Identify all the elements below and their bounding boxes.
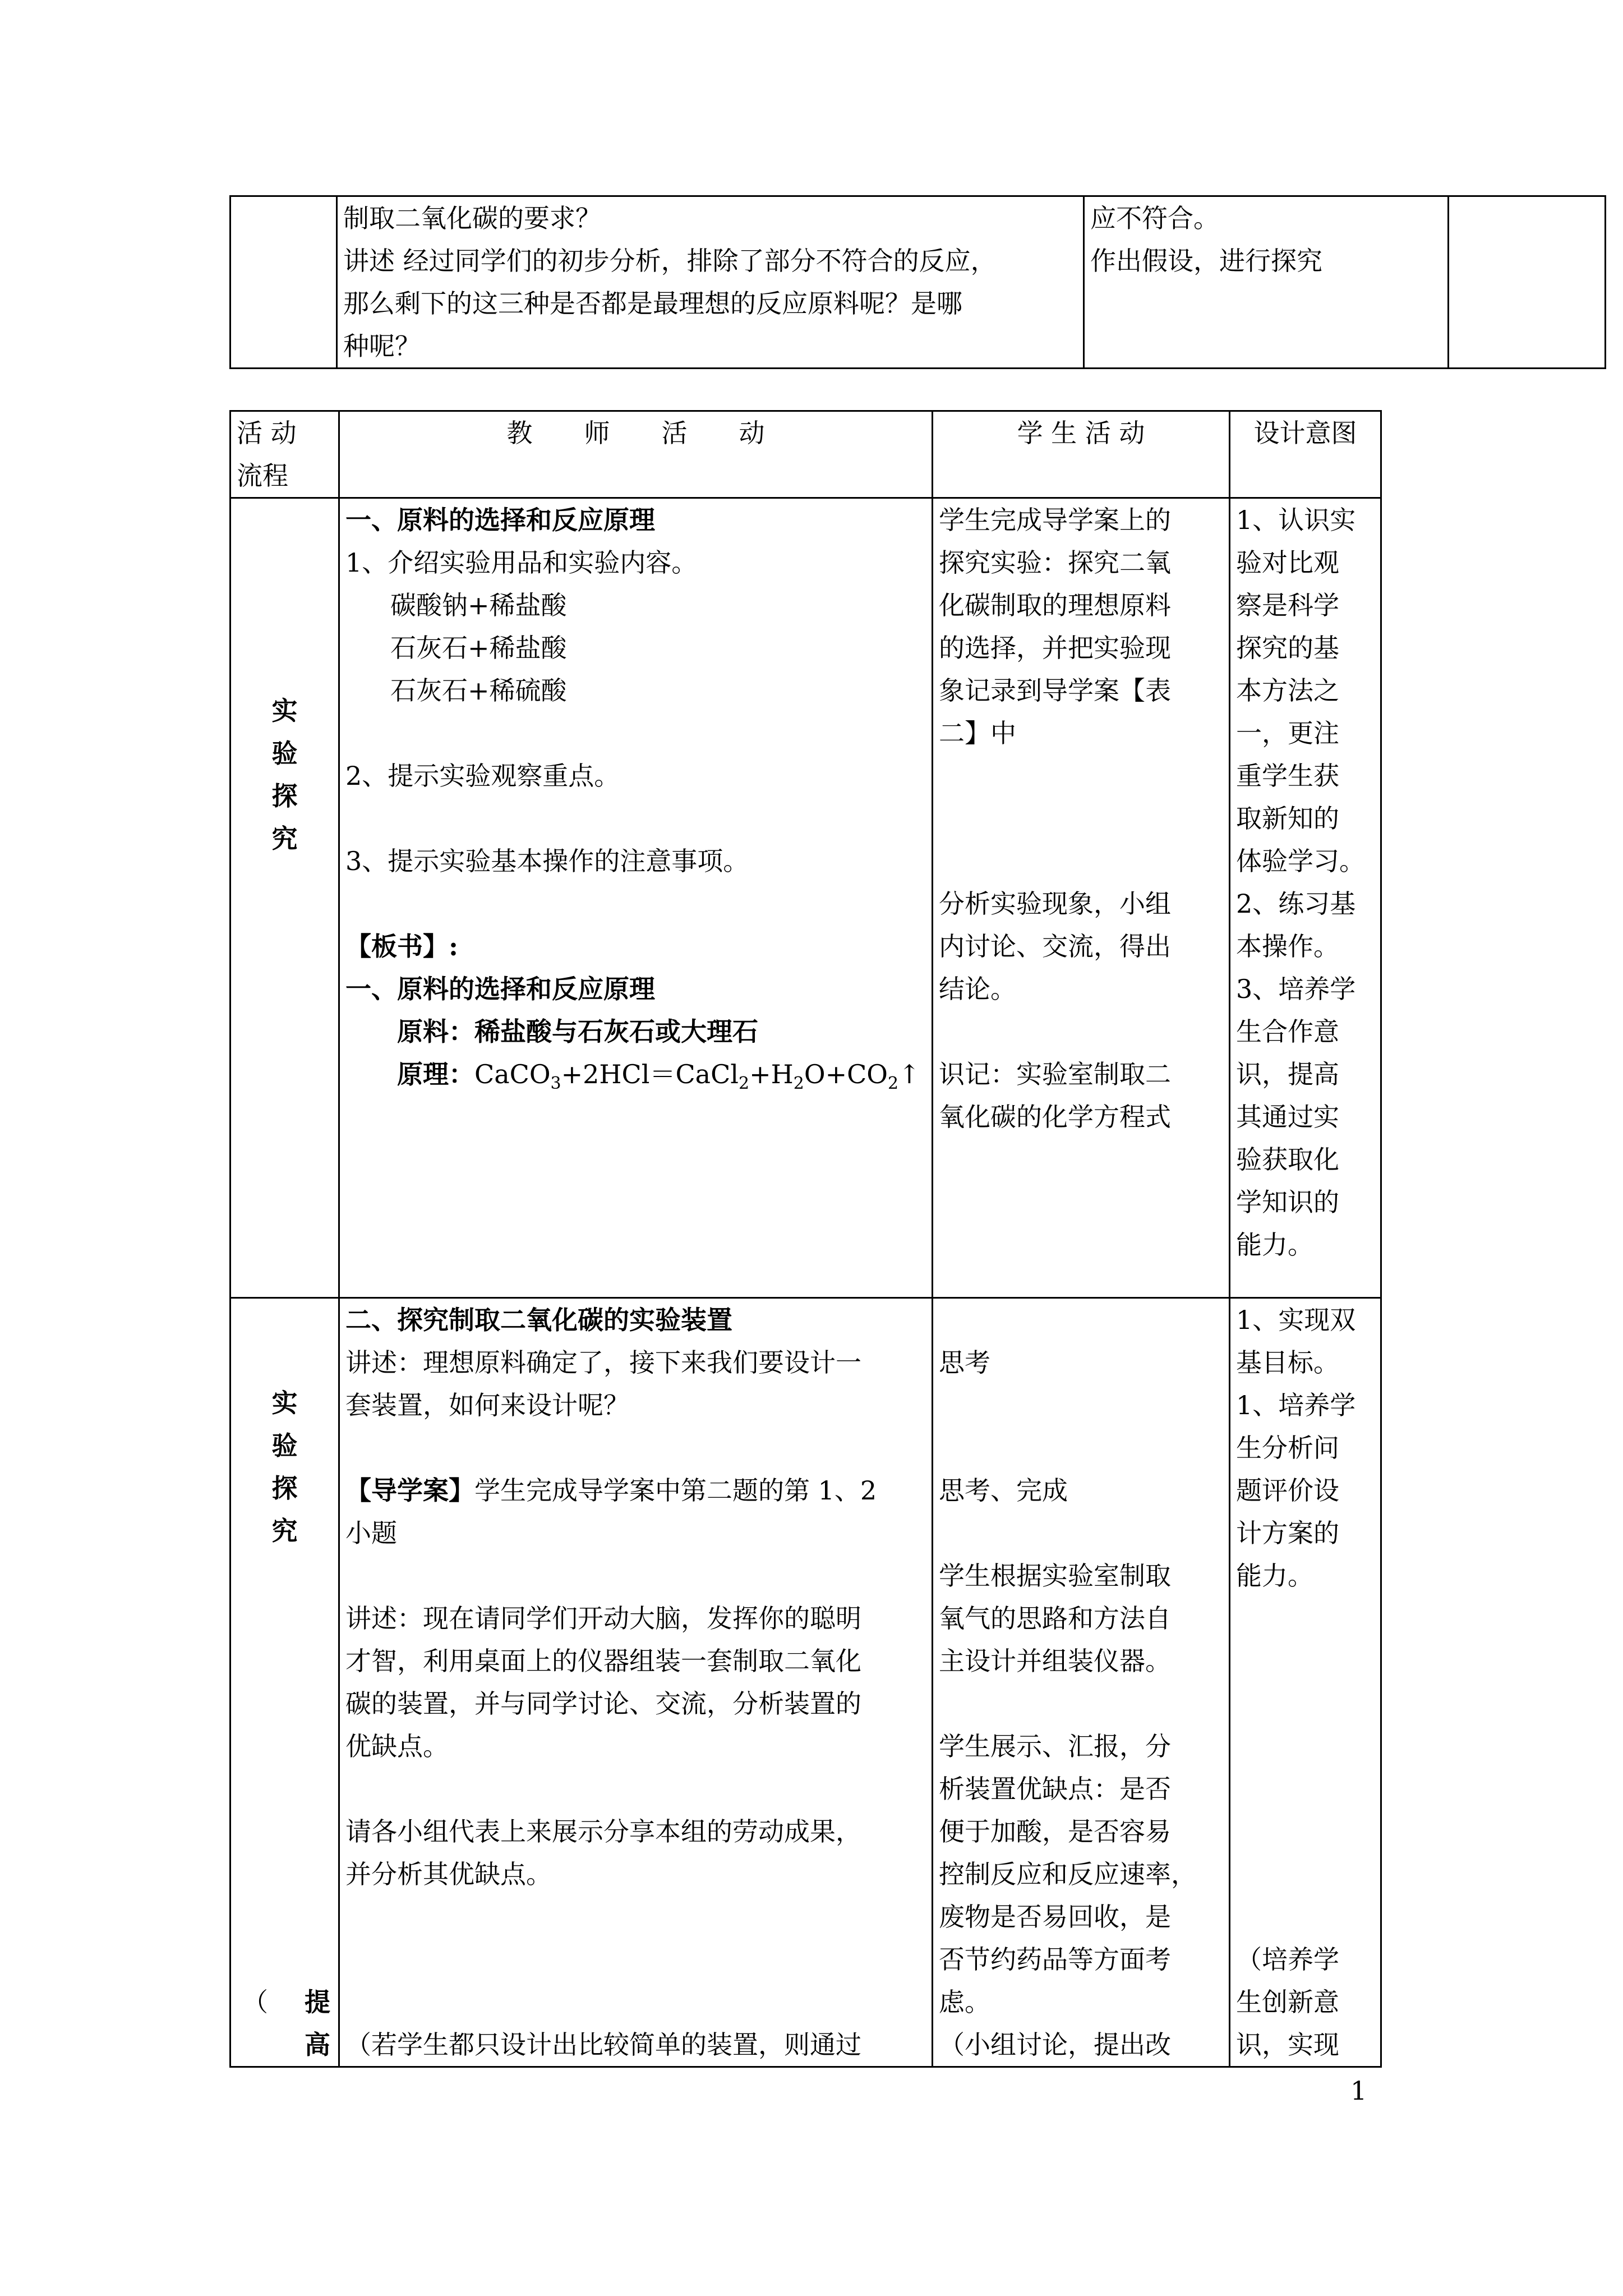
intent-line: 学知识的 (1236, 1187, 1339, 1217)
teacher-line: 请各小组代表上来展示分享本组的劳动成果， (345, 1816, 861, 1847)
header-intent: 设计意图 (1230, 411, 1381, 498)
teacher-item: 1、介绍实验用品和实验内容。 (345, 547, 698, 578)
intent-line: 基目标。 (1236, 1347, 1339, 1378)
header-flow-line: 活 动 (237, 418, 297, 448)
flow-cell (230, 1298, 339, 2067)
teacher-item: 2、提示实验观察重点。 (345, 761, 620, 791)
intent-line: 识，提高 (1236, 1059, 1339, 1089)
teacher-line: 那么剩下的这三种是否都是最理想的反应原料呢？是哪 (343, 288, 962, 319)
intent-line: 生分析问 (1236, 1433, 1339, 1463)
teacher-activity-cell (339, 498, 933, 1298)
flow-label: 实 验 探 究 (271, 1388, 298, 1546)
board-material: 原料：稀盐酸与石灰石或大理石 (397, 1016, 758, 1047)
intent-line: 本方法之 (1236, 675, 1339, 706)
intent-line: 1、培养学 (1236, 1390, 1356, 1420)
student-line: 否节约药品等方面考 (939, 1944, 1171, 1975)
intent-line: 生创新意 (1236, 1987, 1339, 2017)
teacher-line: 并分析其优缺点。 (345, 1859, 552, 1889)
student-line: （小组讨论，提出改 (939, 2030, 1171, 2060)
intent-line: 1、认识实 (1236, 505, 1356, 535)
intent-line: 一，更注 (1236, 718, 1339, 748)
student-line: 二】中 (939, 718, 1016, 748)
section-title: 二、探究制取二氧化碳的实验装置 (345, 1305, 732, 1335)
intent-line: 取新知的 (1236, 803, 1339, 834)
flow-extra-label: 提 高 (305, 1987, 330, 2060)
student-line: 虑。 (939, 1987, 990, 2017)
section-title: 一、原料的选择和反应原理 (345, 505, 655, 535)
intent-line: 察是科学 (1236, 590, 1339, 620)
student-line: 象记录到导学案【表 (939, 675, 1171, 706)
student-line: 学生完成导学案上的 (939, 505, 1171, 535)
student-line: 结论。 (939, 974, 1016, 1004)
flow-label: 实 验 探 究 (271, 696, 298, 854)
student-line: 应不符合。 (1090, 203, 1219, 233)
student-activity-cell (1084, 196, 1449, 369)
material-item: 石灰石+稀硫酸 (390, 675, 567, 706)
student-line: 作出假设，进行探究 (1090, 246, 1322, 276)
intent-line: 2、练习基 (1236, 889, 1356, 919)
flow-cell (230, 498, 339, 1298)
intent-line: 生合作意 (1236, 1016, 1339, 1047)
board-label: 【板书】: (345, 931, 458, 961)
design-intent-cell (1230, 1298, 1381, 2067)
header-flow-line: 流程 (237, 461, 288, 491)
teacher-line: 优缺点。 (345, 1731, 449, 1761)
student-line: 控制反应和反应速率， (939, 1859, 1197, 1889)
material-item: 石灰石+稀盐酸 (390, 633, 567, 663)
student-line: 思考 (939, 1347, 990, 1378)
intent-line: （培养学 (1236, 1944, 1339, 1975)
material-item: 碳酸钠+稀盐酸 (390, 590, 567, 620)
continued-lesson-table (229, 195, 1606, 369)
student-line: 的选择，并把实验现 (939, 633, 1171, 663)
intent-line: 能力。 (1236, 1230, 1313, 1260)
intent-line: 1、实现双 (1236, 1305, 1356, 1335)
student-line: 探究实验：探究二氧 (939, 547, 1171, 578)
teacher-line: 讲述 经过同学们的初步分析，排除了部分不符合的反应， (343, 246, 997, 276)
intent-line: 计方案的 (1236, 1518, 1339, 1548)
student-line: 便于加酸，是否容易 (939, 1816, 1171, 1847)
intent-line: 验对比观 (1236, 547, 1339, 578)
flow-label-continued (231, 1981, 338, 2066)
intent-line: 重学生获 (1236, 761, 1339, 791)
student-activity-cell (933, 1298, 1230, 2067)
chemical-equation: $CaCO_3+2HCl=CaCl_2+H_2O+CO_2↑$ (474, 1059, 920, 1094)
teacher-activity-cell (339, 1298, 933, 2067)
flow-cell-empty (230, 196, 337, 369)
intent-line: 验获取化 (1236, 1144, 1339, 1175)
board-title: 一、原料的选择和反应原理 (345, 974, 655, 1004)
intent-line: 本操作。 (1236, 931, 1339, 961)
student-line: 化碳制取的理想原料 (939, 590, 1171, 620)
teacher-line: 套装置，如何来设计呢？ (345, 1390, 629, 1420)
intent-line: 探究的基 (1236, 633, 1339, 663)
student-line: 学生展示、汇报，分 (939, 1731, 1171, 1761)
teacher-line: 小题 (345, 1518, 397, 1548)
intent-line: 体验学习。 (1236, 846, 1365, 876)
header-teacher: 教 师 活 动 (339, 411, 933, 498)
student-line: 氧气的思路和方法自 (939, 1603, 1171, 1634)
table-row (230, 196, 1606, 369)
design-intent-cell-empty (1449, 196, 1606, 369)
teacher-line: 种呢？ (343, 331, 421, 361)
student-line: 思考、完成 (939, 1475, 1068, 1506)
student-line: 内讨论、交流，得出 (939, 931, 1171, 961)
student-line: 废物是否易回收，是 (939, 1902, 1171, 1932)
intent-line: 识，实现 (1236, 2030, 1339, 2060)
teacher-line: 【导学案】学生完成导学案中第二题的第 1、2 (345, 1475, 877, 1506)
header-flow (230, 411, 339, 498)
board-principle: 原理：$CaCO_3+2HCl=CaCl_2+H_2O+CO_2↑$ (397, 1059, 920, 1094)
student-line: 氧化碳的化学方程式 (939, 1102, 1171, 1132)
table-row (230, 1298, 1381, 2067)
teacher-line: 碳的装置，并与同学讨论、交流，分析装置的 (345, 1688, 861, 1719)
student-line: 学生根据实验室制取 (939, 1561, 1171, 1591)
header-row (230, 411, 1381, 498)
student-line: 析装置优缺点：是否 (939, 1774, 1171, 1804)
design-intent-cell (1230, 498, 1381, 1298)
intent-line: 题评价设 (1236, 1475, 1339, 1506)
student-line: 主设计并组装仪器。 (939, 1646, 1171, 1676)
open-paren: （ (242, 1987, 268, 2017)
header-student: 学 生 活 动 (933, 411, 1230, 498)
table-row (230, 498, 1381, 1298)
intent-line: 其通过实 (1236, 1102, 1339, 1132)
intent-line: 3、培养学 (1236, 974, 1356, 1004)
student-line: 识记：实验室制取二 (939, 1059, 1171, 1089)
teacher-item: 3、提示实验基本操作的注意事项。 (345, 846, 749, 876)
intent-line: 能力。 (1236, 1561, 1313, 1591)
teacher-line: 讲述：理想原料确定了，接下来我们要设计一 (345, 1347, 861, 1378)
student-activity-cell (933, 498, 1230, 1298)
student-line: 分析实验现象，小组 (939, 889, 1171, 919)
page-number: 1 (1350, 2076, 1367, 2106)
teacher-line: 讲述：现在请同学们开动大脑，发挥你的聪明 (345, 1603, 861, 1634)
teacher-line: 制取二氧化碳的要求？ (343, 203, 601, 233)
teacher-line: 才智，利用桌面上的仪器组装一套制取二氧化 (345, 1646, 861, 1676)
teacher-activity-cell (337, 196, 1084, 369)
teacher-line: （若学生都只设计出比较简单的装置，则通过 (345, 2030, 861, 2060)
lesson-plan-table (229, 410, 1382, 2068)
